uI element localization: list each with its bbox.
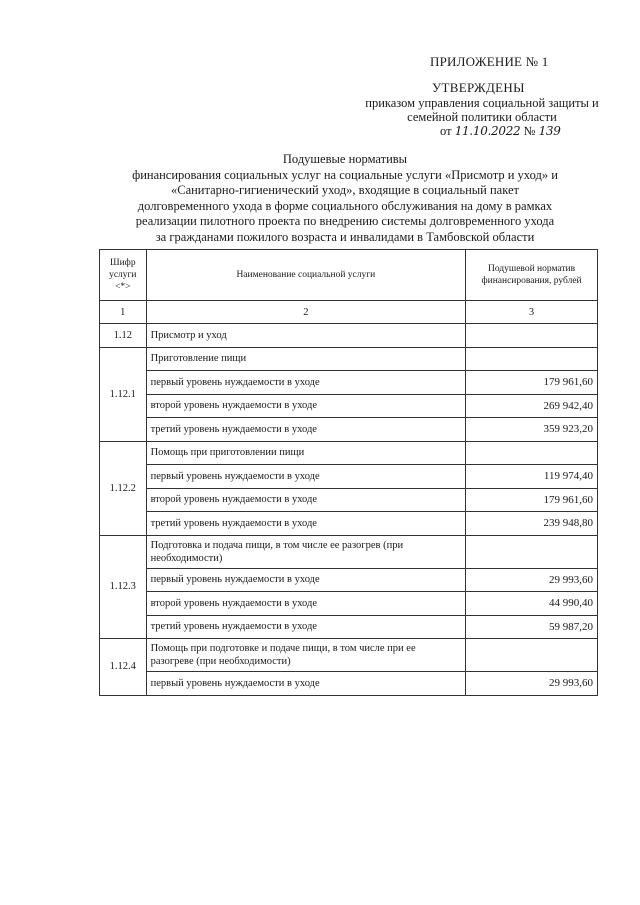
section-name: Присмотр и уход (146, 324, 466, 348)
norm-value: 179 961,60 (466, 488, 598, 512)
level-name: третий уровень нуждаемости в уходе (146, 418, 466, 442)
level-name: первый уровень нуждаемости в уходе (146, 465, 466, 489)
group-code: 1.12.1 (100, 347, 147, 441)
norm-value: 269 942,40 (466, 394, 598, 418)
title-line: долговременного ухода в форме социального обслуживания на дому в рамках (137, 198, 553, 213)
group-name: Помощь при приготовлении пищи (146, 441, 466, 465)
norms-table (99, 249, 598, 696)
approved-label: УТВЕРЖДЕНЫ (432, 80, 525, 95)
level-name: второй уровень нуждаемости в уходе (146, 394, 466, 418)
section-row (100, 324, 598, 348)
empty-cell (466, 535, 598, 568)
section-code: 1.12 (100, 324, 147, 348)
group-code: 1.12.3 (100, 535, 147, 639)
level-name: второй уровень нуждаемости в уходе (146, 488, 466, 512)
norm-value: 44 990,40 (466, 592, 598, 616)
group-code: 1.12.2 (100, 441, 147, 535)
document-title (90, 152, 600, 245)
header-code: Шифр услуги <*> (100, 250, 147, 301)
empty-cell (466, 324, 598, 348)
group-row (100, 441, 598, 465)
norm-value: 29 993,60 (466, 672, 598, 696)
group-code: 1.12.4 (100, 639, 147, 696)
group-name: Приготовление пищи (146, 347, 466, 371)
appendix-label: ПРИЛОЖЕНИЕ № 1 (430, 54, 549, 69)
norm-value: 59 987,20 (466, 615, 598, 639)
level-name: первый уровень нуждаемости в уходе (146, 568, 466, 592)
group-row (100, 639, 598, 672)
number-prefix: № (523, 124, 536, 138)
handwritten-number: 139 (538, 124, 561, 138)
title-line: реализации пилотного проекта по внедрению системы долговременного ухода (135, 214, 555, 228)
level-name: третий уровень нуждаемости в уходе (146, 615, 466, 639)
level-name: первый уровень нуждаемости в уходе (146, 371, 466, 395)
table-row (100, 465, 598, 489)
handwritten-date: 11.10.2022 (454, 124, 521, 138)
empty-cell (466, 347, 598, 371)
table-row (100, 672, 598, 696)
header-name: Наименование социальной услуги (146, 250, 466, 301)
order-date-line (440, 124, 561, 139)
table-row (100, 568, 598, 592)
norm-value: 179 961,60 (466, 371, 598, 395)
norm-value: 119 974,40 (466, 465, 598, 489)
column-number: 1 (100, 301, 147, 324)
table-row (100, 488, 598, 512)
title-line: за гражданами пожилого возраста и инвалидами в Тамбовской области (155, 229, 535, 244)
level-name: первый уровень нуждаемости в уходе (146, 672, 466, 696)
header-norm: Подушевой норматив финансирования, рублей (466, 250, 598, 301)
table-row (100, 418, 598, 442)
level-name: третий уровень нуждаемости в уходе (146, 512, 466, 536)
table-row (100, 592, 598, 616)
norm-value: 29 993,60 (466, 568, 598, 592)
column-number: 3 (466, 301, 598, 324)
table-row (100, 512, 598, 536)
title-line: финансирования социальных услуг на социальные услуги «Присмотр и уход» и (132, 167, 558, 182)
table-row (100, 394, 598, 418)
group-name: Помощь при подготовке и подаче пищи, в том числе при ее разогреве (при необходимости) (146, 639, 466, 672)
norm-value: 359 923,20 (466, 418, 598, 442)
level-name: второй уровень нуждаемости в уходе (146, 592, 466, 616)
group-row (100, 535, 598, 568)
order-reference: приказом управления социальной защиты и семейной политики области (365, 96, 599, 124)
column-number: 2 (146, 301, 466, 324)
empty-cell (466, 639, 598, 672)
title-line: Подушевые нормативы (282, 152, 408, 166)
group-row (100, 347, 598, 371)
date-prefix: от (440, 124, 452, 138)
table-row (100, 371, 598, 395)
group-name: Подготовка и подача пищи, в том числе ее разогрев (при необходимости) (146, 535, 466, 568)
norm-value: 239 948,80 (466, 512, 598, 536)
title-line: «Санитарно-гигиенический уход», входящие в социальный пакет (170, 183, 519, 197)
table-row (100, 615, 598, 639)
column-number-row (100, 301, 598, 324)
empty-cell (466, 441, 598, 465)
